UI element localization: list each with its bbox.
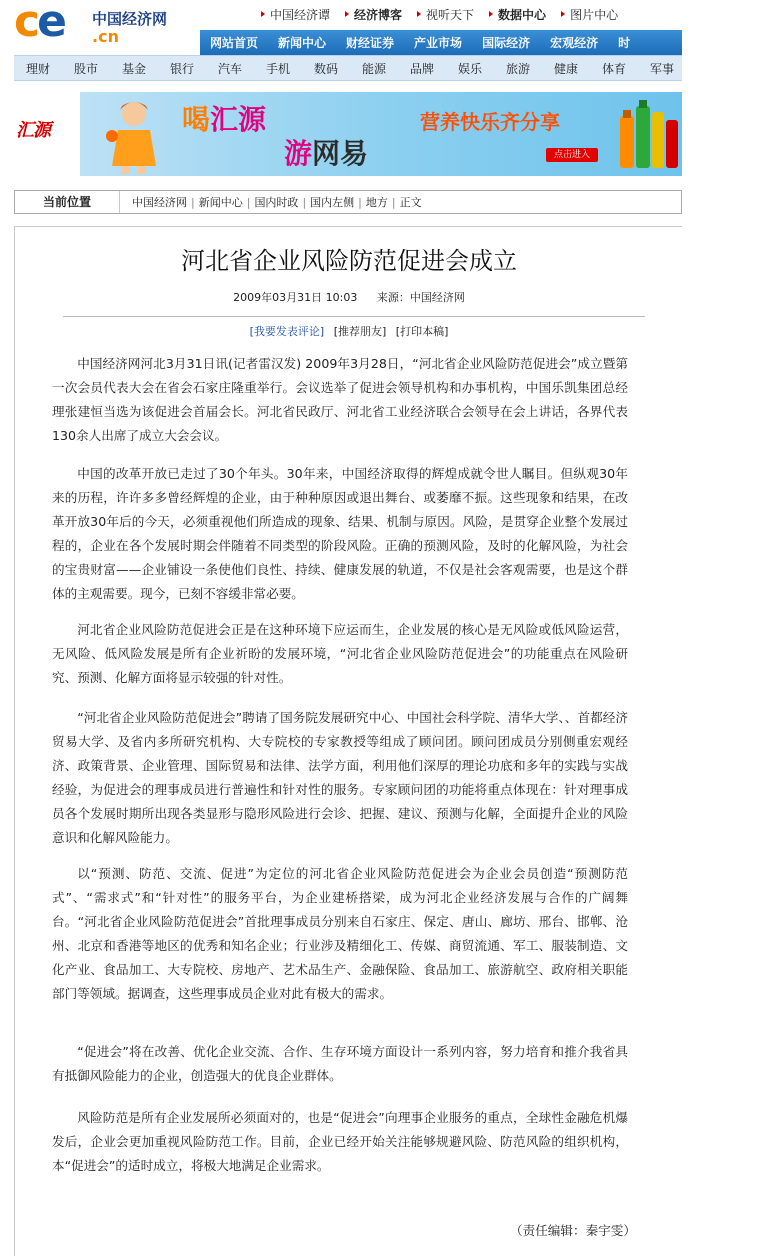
breadcrumb-item: 正文 bbox=[399, 196, 422, 209]
primary-nav-item[interactable]: 国际经济 bbox=[482, 36, 531, 50]
article-tools bbox=[15, 323, 683, 339]
top-link[interactable]: 视听天下 bbox=[412, 6, 484, 28]
article-paragraph-5: 以“预测、防范、交流、促进”为定位的河北省企业风险防范促进会为企业会员创造“预测防范式”、“需求式”和“针对性”的服务平台，为企业建桥搭梁，成为河北企业经济发展与合作的广阔舞台。“河北省企业风险防范促进会”首批理事成员分别来自石家庄、保定、唐山、廊坊、邢台、邯郸、沧州、北京和香港等地区的优秀和知名企业；行业涉及精细化工、传媒、商贸流通、军工、服装制造、文化产业、食品加工、大专院校、房地产、艺术品生产、金融保险、食品加工、旅游航空、政府相关职能部门等领域。据调查，这些理事成员企业对此有极大的需求。 bbox=[52, 866, 628, 1001]
secondary-nav-item[interactable]: 健康 bbox=[553, 61, 578, 76]
print-link[interactable]: [打印本稿] bbox=[395, 325, 449, 338]
secondary-nav-item[interactable]: 能源 bbox=[361, 61, 386, 76]
site-logo[interactable] bbox=[14, 0, 192, 47]
article-paragraph-4: “河北省企业风险防范促进会”聘请了国务院发展研究中心、中国社会科学院、清华大学、、首都经济贸易大学、及省内多所研究机构、大专院校的专家教授等组成了顾问团。顾问团成员分别侧重宏观经济、政策背景、企业管理、国际贸易和法律、法学方面，利用他们深厚的理论功底和多年的实践与实战经验，为促进会的理事成员进行普遍性和针对性的服务。专家顾问团的功能将重点体现在：针对理事成员各个发展时期所出现各类显形与隐形风险进行会诊、把握、建议、预测与化解，全面提升企业的风险意识和化解风险能力。 bbox=[52, 710, 628, 845]
breadcrumb-separator: | bbox=[302, 195, 307, 209]
secondary-nav-item[interactable]: 体育 bbox=[601, 61, 626, 76]
secondary-nav-item[interactable]: 基金 bbox=[121, 61, 146, 76]
secondary-nav-item[interactable]: 理财 bbox=[25, 61, 50, 76]
breadcrumb bbox=[14, 190, 682, 214]
breadcrumb-items bbox=[120, 194, 422, 210]
secondary-nav-item[interactable]: 旅游 bbox=[505, 61, 530, 76]
huiyuan-logo[interactable] bbox=[14, 110, 72, 146]
secondary-nav-item[interactable]: 汽车 bbox=[217, 61, 242, 76]
divider bbox=[63, 316, 645, 317]
breadcrumb-item[interactable]: 地方 bbox=[365, 196, 388, 209]
secondary-nav-item[interactable]: 银行 bbox=[169, 61, 194, 76]
article-title: 河北省企业风险防范促进会成立 bbox=[181, 247, 517, 275]
breadcrumb-separator: | bbox=[391, 195, 396, 209]
header bbox=[14, 0, 682, 56]
primary-nav-item[interactable]: 新闻中心 bbox=[278, 36, 327, 50]
breadcrumb-item[interactable]: 中国经济网 bbox=[132, 196, 187, 209]
breadcrumb-separator: | bbox=[246, 195, 251, 209]
girl-illustration-icon bbox=[98, 96, 168, 174]
primary-nav-item[interactable]: 宏观经济 bbox=[550, 36, 599, 50]
top-link[interactable]: 数据中心 bbox=[484, 6, 556, 28]
article-paragraph-7: 风险防范是所有企业发展所必须面对的，也是“促进会”向理事企业服务的重点，全球性金融危机爆发后，企业会更加重视风险防范工作。目前，企业已经开始关注能够规避风险、防范风险的组织机构，本“促进会”的适时成立，将极大地满足企业需求。 bbox=[52, 1110, 628, 1173]
editor-credit: （责任编辑：秦宇雯） bbox=[510, 1223, 636, 1238]
secondary-nav-item[interactable]: 手机 bbox=[265, 61, 290, 76]
article-meta bbox=[15, 289, 683, 305]
ad-headline-1: 喝汇源 bbox=[182, 103, 267, 136]
logo-mark: ce bbox=[14, 0, 64, 47]
secondary-nav-item[interactable]: 数码 bbox=[313, 61, 338, 76]
secondary-nav-item[interactable]: 娱乐 bbox=[457, 61, 482, 76]
breadcrumb-item[interactable]: 新闻中心 bbox=[198, 196, 243, 209]
breadcrumb-separator: | bbox=[191, 195, 195, 209]
top-link[interactable]: 图片中心 bbox=[556, 6, 628, 28]
article-paragraph-3: 河北省企业风险防范促进会正是在这种环境下应运而生，企业发展的核心是无风险或低风险运营，无风险、低风险发展是所有企业祈盼的发展环境，“河北省企业风险防范促进会”的功能重点在风险研究、预测、化解方面将显示较强的针对性。 bbox=[52, 622, 628, 685]
article-date: 2009年03月31日 10:03 bbox=[233, 291, 358, 304]
secondary-nav bbox=[14, 55, 682, 81]
breadcrumb-item[interactable]: 国内时政 bbox=[254, 196, 299, 209]
secondary-nav-item[interactable]: 军事 bbox=[649, 61, 674, 76]
logo-name: 中国经济网 bbox=[92, 10, 168, 28]
article-paragraph-2: 中国的改革开放已走过了30个年头。30年来，中国经济取得的辉煌成就令世人瞩目。但纵观30年来的历程，许许多多曾经辉煌的企业，由于种种原因或退出舞台、或萎靡不振。这些现象和结果，在改革开放30年后的今天，必须重视他们所造成的现象、结果、机制与原因。风险，是贯穿企业整个发展过程的，企业在各个发展时期会伴随着不同类型的阶段风险。正确的预测风险，及时的化解风险，为社会的宝贵财富——企业铺设一条使他们良性、持续、健康发展的轨道，不仅是社会客观需要，也是这个群体的主观需要。现今，已刻不容缓非常必要。 bbox=[52, 466, 628, 601]
primary-nav-item[interactable]: 产业市场 bbox=[414, 36, 463, 50]
logo-domain: .cn bbox=[92, 27, 119, 46]
breadcrumb-separator: | bbox=[358, 195, 362, 209]
article-paragraph-6: “促进会”将在改善、优化企业交流、合作、生存环境方面设计一系列内容，努力培育和推介我省具有抵御风险能力的企业，创造强大的优良企业群体。 bbox=[52, 1044, 628, 1083]
primary-nav-item[interactable]: 时 bbox=[618, 36, 631, 50]
secondary-nav-item[interactable]: 品牌 bbox=[409, 61, 434, 76]
breadcrumb-label: 当前位置 bbox=[15, 191, 120, 213]
article-source: 来源：中国经济网 bbox=[376, 291, 465, 304]
secondary-nav-item[interactable]: 股市 bbox=[73, 61, 98, 76]
ad-headline-2: 游网易 bbox=[284, 137, 369, 170]
top-link[interactable]: 中国经济谭 bbox=[256, 6, 340, 28]
huiyuan-logo-text: 汇源 bbox=[16, 120, 50, 141]
page bbox=[14, 0, 682, 338]
primary-nav-item[interactable]: 财经证券 bbox=[346, 36, 395, 50]
top-link[interactable]: 经济博客 bbox=[340, 6, 412, 28]
recommend-link[interactable]: [推荐朋友] bbox=[333, 325, 387, 338]
comment-link[interactable]: [我要发表评论] bbox=[249, 325, 325, 338]
ad-banner[interactable] bbox=[80, 92, 682, 176]
ad-enter-button[interactable]: 点击进入 bbox=[546, 148, 598, 162]
primary-nav bbox=[200, 30, 682, 55]
top-links bbox=[256, 6, 628, 28]
primary-nav-item[interactable]: 网站首页 bbox=[210, 36, 259, 50]
ad-slogan: 营养快乐齐分享 bbox=[420, 110, 560, 134]
breadcrumb-item[interactable]: 国内左侧 bbox=[310, 196, 355, 209]
juice-bottles-icon bbox=[618, 96, 680, 172]
article-paragraph-1: 中国经济网河北3月31日讯(记者雷汉发) 2009年3月28日，“河北省企业风险防范促进会”成立暨第一次会员代表大会在省会石家庄隆重举行。会议选举了促进会领导机构和办事机构，中国乐凯集团总经理张建恒当选为该促进会首届会长。河北省民政厅、河北省工业经济联合会领导在会上讲话，各界代表130余人出席了成立大会会议。 bbox=[52, 356, 628, 443]
